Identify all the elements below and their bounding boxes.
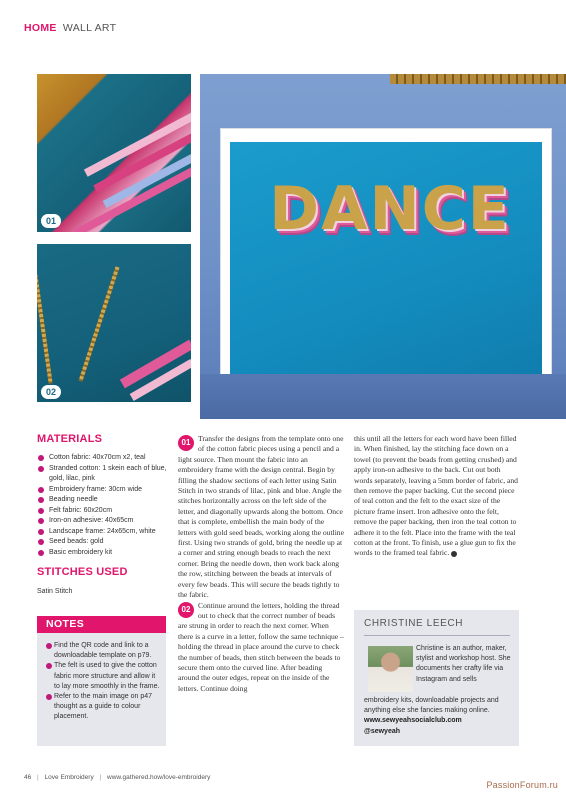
- step-paragraph: [178, 601, 344, 695]
- section-label: HOME: [24, 22, 57, 34]
- main-photo: [200, 74, 566, 419]
- page-number: 46: [24, 774, 32, 781]
- gold-frame-edge: [390, 74, 566, 84]
- step-text-01: Transfer the designs from the template onto one of the cotton fabric pieces using a pencil and a light source. Then mount the fabric into an embroidery frame with the design central. Begin by filling the shadow sections of each letter using Satin Stitch in two strands of lilac, pink and blue. Angle the stitches horizontally across on the left side of the letter, and diagonally upwards along the bottom. Once that is complete, embellish the main body of the letters with gold seed beads, working along the outline first. Using two strands of gold, bring the needle up at a corner and string enough beads to reach the next corner. Bring the needle down, then work back along the row, stitching between the beads at intervals of every few beads. This will secure the beads tightly to the fabric.: [178, 434, 344, 600]
- stitches-heading: STITCHES USED: [37, 566, 128, 578]
- list-item: Find the QR code and link to a downloadable template on p79.: [46, 641, 160, 661]
- author-website-link[interactable]: www.sewyeahsocialclub.com: [364, 717, 462, 725]
- author-name: CHRISTINE LEECH: [364, 618, 464, 629]
- stitch-item: Satin Stitch: [37, 588, 73, 595]
- photo-badge-02: 02: [41, 385, 61, 399]
- notes-heading: NOTES: [37, 616, 166, 633]
- list-item: Felt fabric: 60x20cm: [37, 506, 167, 517]
- list-item: Landscape frame: 24x65cm, white: [37, 527, 167, 538]
- notes-box: [37, 616, 166, 746]
- list-item: The felt is used to give the cotton fabric more structure and allow it to lay more smoothly in the frame.: [46, 661, 160, 692]
- author-photo: [368, 646, 413, 692]
- separator: |: [37, 774, 39, 781]
- sideboard: [200, 374, 566, 419]
- dance-embroidery: DANCE: [269, 174, 511, 244]
- step-number-01: 01: [178, 435, 194, 451]
- materials-list: [37, 453, 167, 558]
- materials-heading: MATERIALS: [37, 433, 103, 445]
- step-text-02: Continue around the letters, holding the thread out to check that the correct number of beads are strung in order to reach the next corner. When there is a curve in a letter, follow the same technique – holding the thread in place around the curve to check the number of beads, then stitch between the beads to secure them onto the curved line. After beading around the outer edges, repeat on the inside of the letters. Continue doing: [178, 600, 344, 693]
- instructions-column-2: [354, 434, 520, 559]
- list-item: Refer to the main image on p47 thought as a guide to colour placement.: [46, 692, 160, 723]
- magazine-url[interactable]: www.gathered.how/love-embroidery: [107, 774, 211, 781]
- list-item: Cotton fabric: 40x70cm x2, teal: [37, 453, 167, 464]
- author-bio-box: [354, 610, 519, 746]
- step-paragraph: [178, 434, 344, 601]
- step-photo-02: [37, 244, 191, 402]
- step-photo-01: [37, 74, 191, 232]
- author-instagram-link[interactable]: @sewyeah: [364, 727, 401, 735]
- continued-paragraph: [354, 434, 520, 559]
- step-number-02: 02: [178, 602, 194, 618]
- photo-badge-01: 01: [41, 214, 61, 228]
- subsection-label: WALL ART: [62, 22, 117, 34]
- continued-text: this until all the letters for each word have been filled in. When finished, lay the stitching face down on a towel (to prevent the beads from getting crushed) and apply iron-on adhesive to the back. Cut out both words separately, leaving a 5mm border of fabric, and then remove the paper backing. Cut the second piece of teal cotton and the felt to the exact size of the picture frame insert. Iron adhesive onto the felt, remove the paper backing, then iron the teal cotton to adhere it to the felt. Place into the frame with the teal cotton at the front. To finish, use a glue gun to fix the words to the framed teal fabric.: [354, 434, 518, 558]
- divider: [364, 635, 510, 636]
- page-footer: [24, 774, 210, 781]
- list-item: Basic embroidery kit: [37, 548, 167, 559]
- bio-text-2: embroidery kits, downloadable projects and anything else she fancies making online.: [364, 697, 499, 715]
- list-item: Stranded cotton: 1 skein each of blue, gold, lilac, pink: [37, 464, 167, 485]
- bead-line: [79, 266, 120, 381]
- magazine-name: Love Embroidery: [44, 774, 94, 781]
- list-item: Beading needle: [37, 495, 167, 506]
- list-item: Seed beads: gold: [37, 537, 167, 548]
- bio-text-continued: [364, 696, 514, 737]
- separator: |: [99, 774, 102, 781]
- list-item: Embroidery frame: 30cm wide: [37, 485, 167, 496]
- notes-list: [46, 641, 160, 723]
- list-item: Iron-on adhesive: 40x65cm: [37, 516, 167, 527]
- bead-line: [37, 274, 53, 383]
- bio-text: Christine is an author, maker, stylist and workshop host. She documents her crafty life via Instagram and sells: [416, 645, 511, 683]
- watermark: PassionForum.ru: [486, 780, 558, 790]
- instructions-column-1: [178, 434, 344, 694]
- materials-column: [37, 433, 167, 595]
- end-mark-icon: [451, 551, 457, 557]
- section-header: [24, 22, 116, 34]
